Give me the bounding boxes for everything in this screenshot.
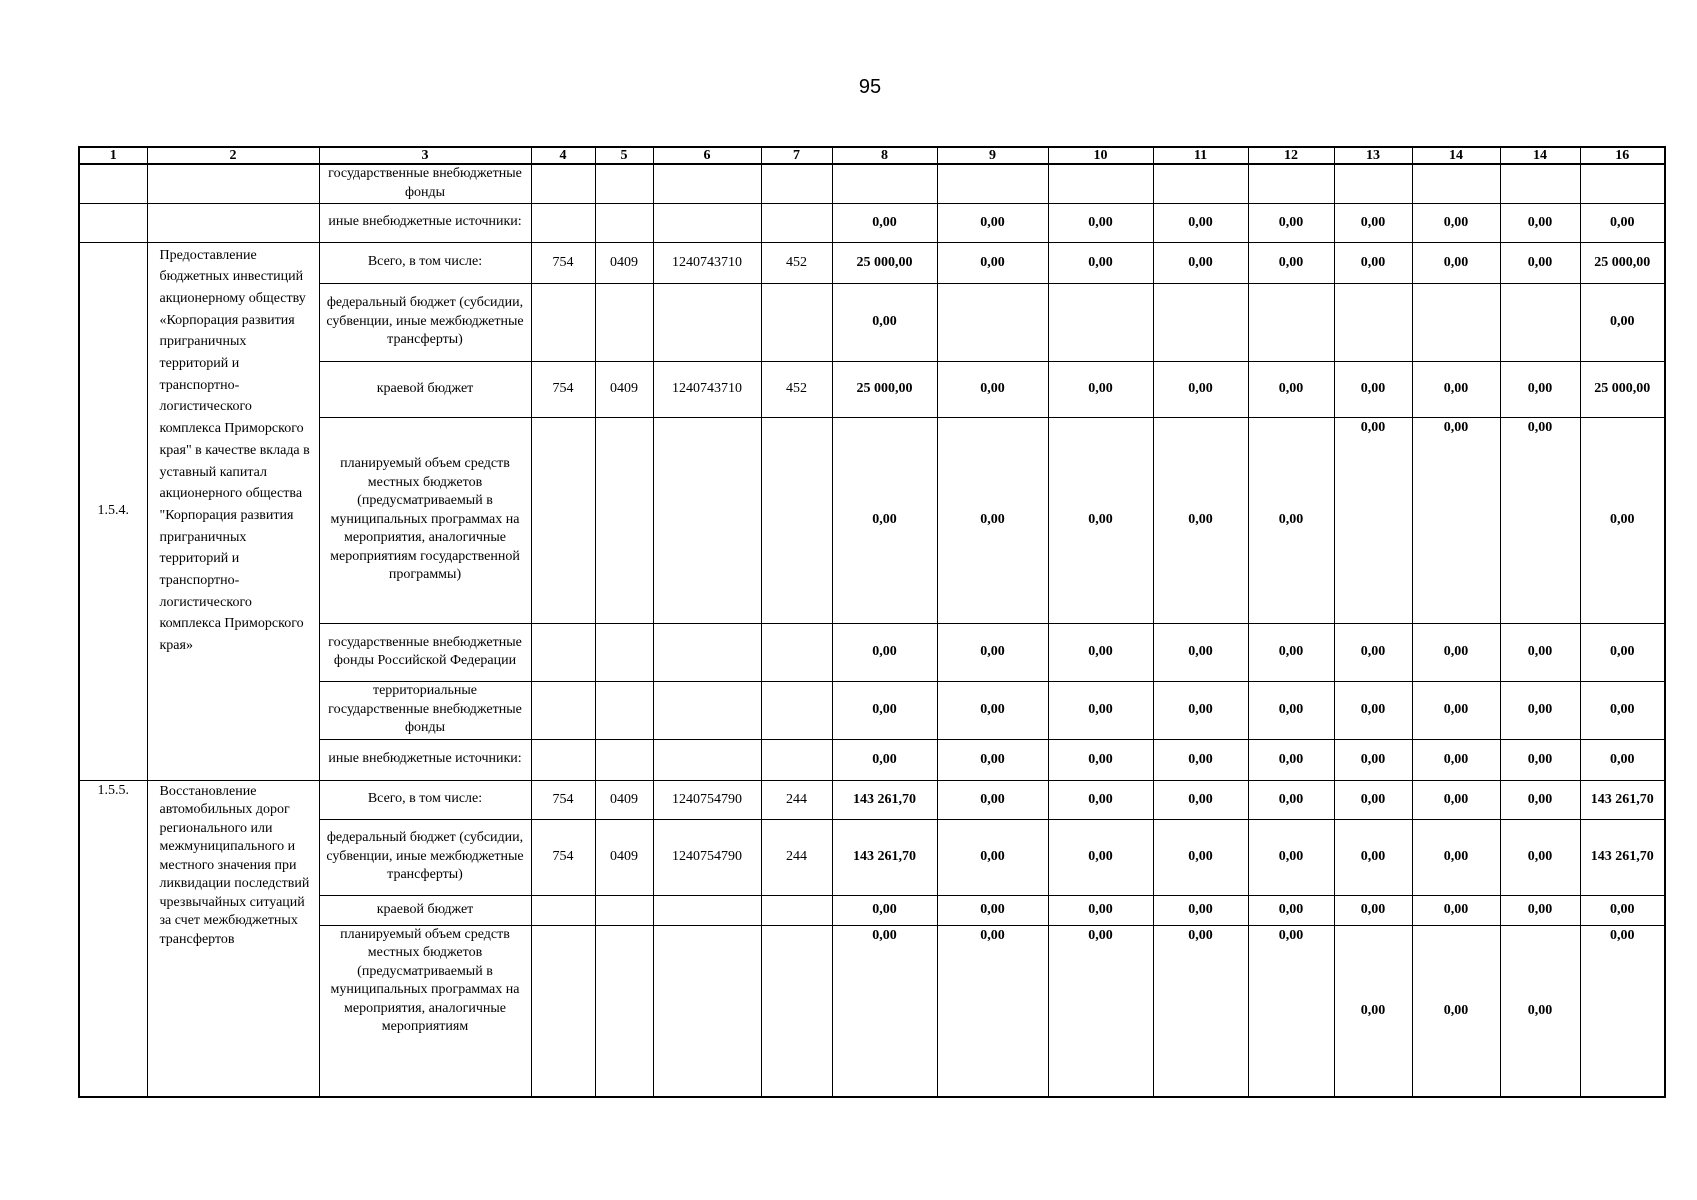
funding-source: федеральный бюджет (субсидии, субвенции, иные межбюджетные трансферты) [319, 283, 531, 361]
value-cell: 25 000,00 [832, 242, 937, 283]
column-number-row [79, 147, 1665, 164]
code-cell [595, 417, 653, 623]
value-cell: 0,00 [1580, 681, 1665, 739]
value-cell: 0,00 [1248, 780, 1334, 819]
value-cell: 143 261,70 [832, 819, 937, 895]
value-cell: 0,00 [937, 242, 1048, 283]
table-row [79, 203, 1665, 242]
funding-source: федеральный бюджет (субсидии, субвенции, иные межбюджетные трансферты) [319, 819, 531, 895]
code-cell [595, 895, 653, 925]
value-cell: 0,00 [832, 203, 937, 242]
table-row [79, 780, 1665, 819]
value-cell: 0,00 [1500, 925, 1580, 1097]
value-cell: 0,00 [1500, 203, 1580, 242]
value-cell: 0,00 [1500, 895, 1580, 925]
code-cell [595, 681, 653, 739]
code-cell: 244 [761, 780, 832, 819]
value-cell: 0,00 [1048, 819, 1153, 895]
funding-source: иные внебюджетные источники: [319, 203, 531, 242]
value-cell: 0,00 [1580, 925, 1665, 1097]
value-cell: 0,00 [1412, 739, 1500, 780]
code-cell [761, 895, 832, 925]
column-number: 5 [595, 147, 653, 164]
value-cell: 0,00 [937, 819, 1048, 895]
code-cell [653, 417, 761, 623]
column-number: 4 [531, 147, 595, 164]
value-cell: 0,00 [1153, 780, 1248, 819]
value-cell: 0,00 [1048, 417, 1153, 623]
value-cell: 0,00 [832, 417, 937, 623]
column-number: 1 [79, 147, 147, 164]
code-cell [653, 895, 761, 925]
item-number: 1.5.5. [79, 780, 147, 1097]
table-row [79, 242, 1665, 283]
value-cell: 0,00 [1153, 925, 1248, 1097]
budget-table [78, 146, 1666, 1098]
value-cell: 0,00 [1153, 681, 1248, 739]
code-cell [531, 417, 595, 623]
item-number: 1.5.4. [79, 242, 147, 780]
value-cell: 0,00 [1500, 780, 1580, 819]
value-cell: 0,00 [1334, 780, 1412, 819]
value-cell: 0,00 [1048, 895, 1153, 925]
code-cell: 452 [761, 361, 832, 417]
code-cell [531, 925, 595, 1097]
value-cell [1412, 283, 1500, 361]
value-cell: 0,00 [832, 681, 937, 739]
value-cell: 143 261,70 [1580, 819, 1665, 895]
value-cell: 0,00 [1048, 681, 1153, 739]
funding-source: планируемый объем средств местных бюджетов (предусматриваемый в муниципальных программах на мероприятия, аналогичные мероприятиям [319, 925, 531, 1097]
value-cell: 0,00 [1048, 242, 1153, 283]
code-cell [531, 895, 595, 925]
value-cell: 0,00 [1153, 203, 1248, 242]
value-cell: 25 000,00 [1580, 361, 1665, 417]
value-cell: 0,00 [1153, 895, 1248, 925]
code-cell [595, 925, 653, 1097]
value-cell: 0,00 [937, 361, 1048, 417]
value-cell: 0,00 [1412, 681, 1500, 739]
value-cell: 0,00 [1500, 361, 1580, 417]
value-cell: 0,00 [832, 925, 937, 1097]
value-cell: 0,00 [1412, 203, 1500, 242]
code-cell [653, 925, 761, 1097]
item-name: Восстановление автомобильных дорог регионального или межмуниципального и местного значения при ликвидации последствий чрезвычайных ситуаций за счет межбюджетных трансфертов [147, 780, 319, 1097]
code-cell [653, 283, 761, 361]
code-cell [761, 681, 832, 739]
code-cell: 1240743710 [653, 242, 761, 283]
code-cell: 0409 [595, 242, 653, 283]
funding-source: Всего, в том числе: [319, 780, 531, 819]
funding-source: краевой бюджет [319, 361, 531, 417]
column-number: 7 [761, 147, 832, 164]
value-cell: 25 000,00 [1580, 242, 1665, 283]
item-name: Предоставление бюджетных инвестиций акционерному обществу «Корпорация развития приграничных территорий и транспортно-логистического комплекса Приморского края" в качестве вклада в уставный капитал акционерного общества "Корпорация развития приграничных территорий и транспортно-логистического комплекса Приморского края» [147, 242, 319, 780]
value-cell: 0,00 [832, 283, 937, 361]
value-cell: 0,00 [1500, 417, 1580, 623]
funding-source: иные внебюджетные источники: [319, 739, 531, 780]
value-cell: 0,00 [1248, 739, 1334, 780]
value-cell: 0,00 [1500, 819, 1580, 895]
column-number: 8 [832, 147, 937, 164]
column-number: 14 [1412, 147, 1500, 164]
code-cell [595, 283, 653, 361]
code-cell: 754 [531, 819, 595, 895]
value-cell: 0,00 [1412, 780, 1500, 819]
value-cell: 0,00 [1048, 361, 1153, 417]
value-cell: 0,00 [832, 895, 937, 925]
value-cell: 0,00 [832, 739, 937, 780]
column-number: 13 [1334, 147, 1412, 164]
value-cell: 0,00 [1334, 203, 1412, 242]
value-cell: 0,00 [1412, 819, 1500, 895]
code-cell [761, 925, 832, 1097]
value-cell: 0,00 [1412, 361, 1500, 417]
funding-source: планируемый объем средств местных бюджетов (предусматриваемый в муниципальных программах на мероприятия, аналогичные мероприятиям государственной программы) [319, 417, 531, 623]
value-cell: 0,00 [832, 623, 937, 681]
value-cell: 0,00 [1334, 925, 1412, 1097]
value-cell: 0,00 [1500, 681, 1580, 739]
value-cell: 0,00 [937, 681, 1048, 739]
value-cell: 0,00 [1334, 895, 1412, 925]
value-cell [1248, 283, 1334, 361]
value-cell: 0,00 [937, 925, 1048, 1097]
code-cell: 244 [761, 819, 832, 895]
code-cell [761, 623, 832, 681]
funding-source: краевой бюджет [319, 895, 531, 925]
column-number: 6 [653, 147, 761, 164]
code-cell: 0409 [595, 361, 653, 417]
item-number-cell [79, 164, 147, 203]
code-cell: 754 [531, 361, 595, 417]
code-cell [761, 739, 832, 780]
value-cell: 0,00 [937, 739, 1048, 780]
value-cell: 0,00 [1048, 739, 1153, 780]
value-cell: 143 261,70 [832, 780, 937, 819]
column-number: 11 [1153, 147, 1248, 164]
item-name-cell [147, 164, 319, 203]
value-cell: 0,00 [1412, 895, 1500, 925]
value-cell: 143 261,70 [1580, 780, 1665, 819]
table-row [79, 164, 1665, 203]
value-cell: 0,00 [1334, 417, 1412, 623]
value-cell: 0,00 [1500, 739, 1580, 780]
value-cell: 0,00 [1580, 417, 1665, 623]
funding-source: государственные внебюджетные фонды Российской Федерации [319, 623, 531, 681]
code-cell: 754 [531, 242, 595, 283]
value-cell: 0,00 [1248, 623, 1334, 681]
code-cell [653, 739, 761, 780]
code-cell [761, 283, 832, 361]
value-cell [1153, 283, 1248, 361]
value-cell: 0,00 [1048, 780, 1153, 819]
value-cell: 0,00 [1248, 361, 1334, 417]
code-cell [653, 681, 761, 739]
column-number: 10 [1048, 147, 1153, 164]
column-number: 9 [937, 147, 1048, 164]
column-number: 12 [1248, 147, 1334, 164]
code-cell: 1240743710 [653, 361, 761, 417]
value-cell: 0,00 [1334, 361, 1412, 417]
value-cell: 0,00 [1334, 242, 1412, 283]
value-cell: 0,00 [1500, 242, 1580, 283]
column-number: 16 [1580, 147, 1665, 164]
value-cell [1500, 283, 1580, 361]
value-cell [937, 283, 1048, 361]
value-cell: 0,00 [1248, 417, 1334, 623]
code-cell [531, 681, 595, 739]
code-cell [531, 623, 595, 681]
value-cell: 0,00 [1580, 203, 1665, 242]
column-number: 3 [319, 147, 531, 164]
value-cell: 0,00 [1248, 895, 1334, 925]
value-cell: 0,00 [1412, 242, 1500, 283]
funding-source: территориальные государственные внебюджетные фонды [319, 681, 531, 739]
value-cell: 0,00 [1153, 361, 1248, 417]
code-cell [531, 283, 595, 361]
value-cell: 0,00 [1580, 623, 1665, 681]
value-cell: 0,00 [1248, 681, 1334, 739]
value-cell: 0,00 [937, 895, 1048, 925]
value-cell: 0,00 [1412, 417, 1500, 623]
funding-source: государственные внебюджетные фонды [319, 164, 531, 203]
value-cell: 0,00 [1334, 819, 1412, 895]
value-cell: 0,00 [937, 623, 1048, 681]
value-cell: 0,00 [1248, 203, 1334, 242]
code-cell: 754 [531, 780, 595, 819]
column-number: 14 [1500, 147, 1580, 164]
page-number: 95 [858, 76, 882, 98]
value-cell: 0,00 [1153, 819, 1248, 895]
value-cell: 0,00 [937, 780, 1048, 819]
value-cell [1048, 283, 1153, 361]
value-cell: 0,00 [937, 203, 1048, 242]
value-cell: 0,00 [1153, 623, 1248, 681]
value-cell: 0,00 [1048, 203, 1153, 242]
value-cell: 0,00 [1153, 417, 1248, 623]
value-cell: 0,00 [1334, 681, 1412, 739]
code-cell [531, 739, 595, 780]
code-cell: 1240754790 [653, 780, 761, 819]
value-cell: 25 000,00 [832, 361, 937, 417]
code-cell: 452 [761, 242, 832, 283]
code-cell: 0409 [595, 780, 653, 819]
value-cell: 0,00 [937, 417, 1048, 623]
funding-source: Всего, в том числе: [319, 242, 531, 283]
value-cell: 0,00 [1248, 242, 1334, 283]
code-cell [595, 739, 653, 780]
code-cell: 1240754790 [653, 819, 761, 895]
code-cell [761, 417, 832, 623]
code-cell [653, 623, 761, 681]
code-cell [595, 623, 653, 681]
value-cell: 0,00 [1334, 739, 1412, 780]
value-cell: 0,00 [1248, 819, 1334, 895]
value-cell [1334, 283, 1412, 361]
value-cell: 0,00 [1334, 623, 1412, 681]
value-cell: 0,00 [1153, 739, 1248, 780]
value-cell: 0,00 [1580, 283, 1665, 361]
value-cell: 0,00 [1580, 739, 1665, 780]
value-cell: 0,00 [1580, 895, 1665, 925]
value-cell: 0,00 [1048, 623, 1153, 681]
value-cell: 0,00 [1412, 623, 1500, 681]
value-cell: 0,00 [1248, 925, 1334, 1097]
value-cell: 0,00 [1412, 925, 1500, 1097]
value-cell: 0,00 [1500, 623, 1580, 681]
column-number: 2 [147, 147, 319, 164]
value-cell: 0,00 [1153, 242, 1248, 283]
value-cell: 0,00 [1048, 925, 1153, 1097]
code-cell: 0409 [595, 819, 653, 895]
